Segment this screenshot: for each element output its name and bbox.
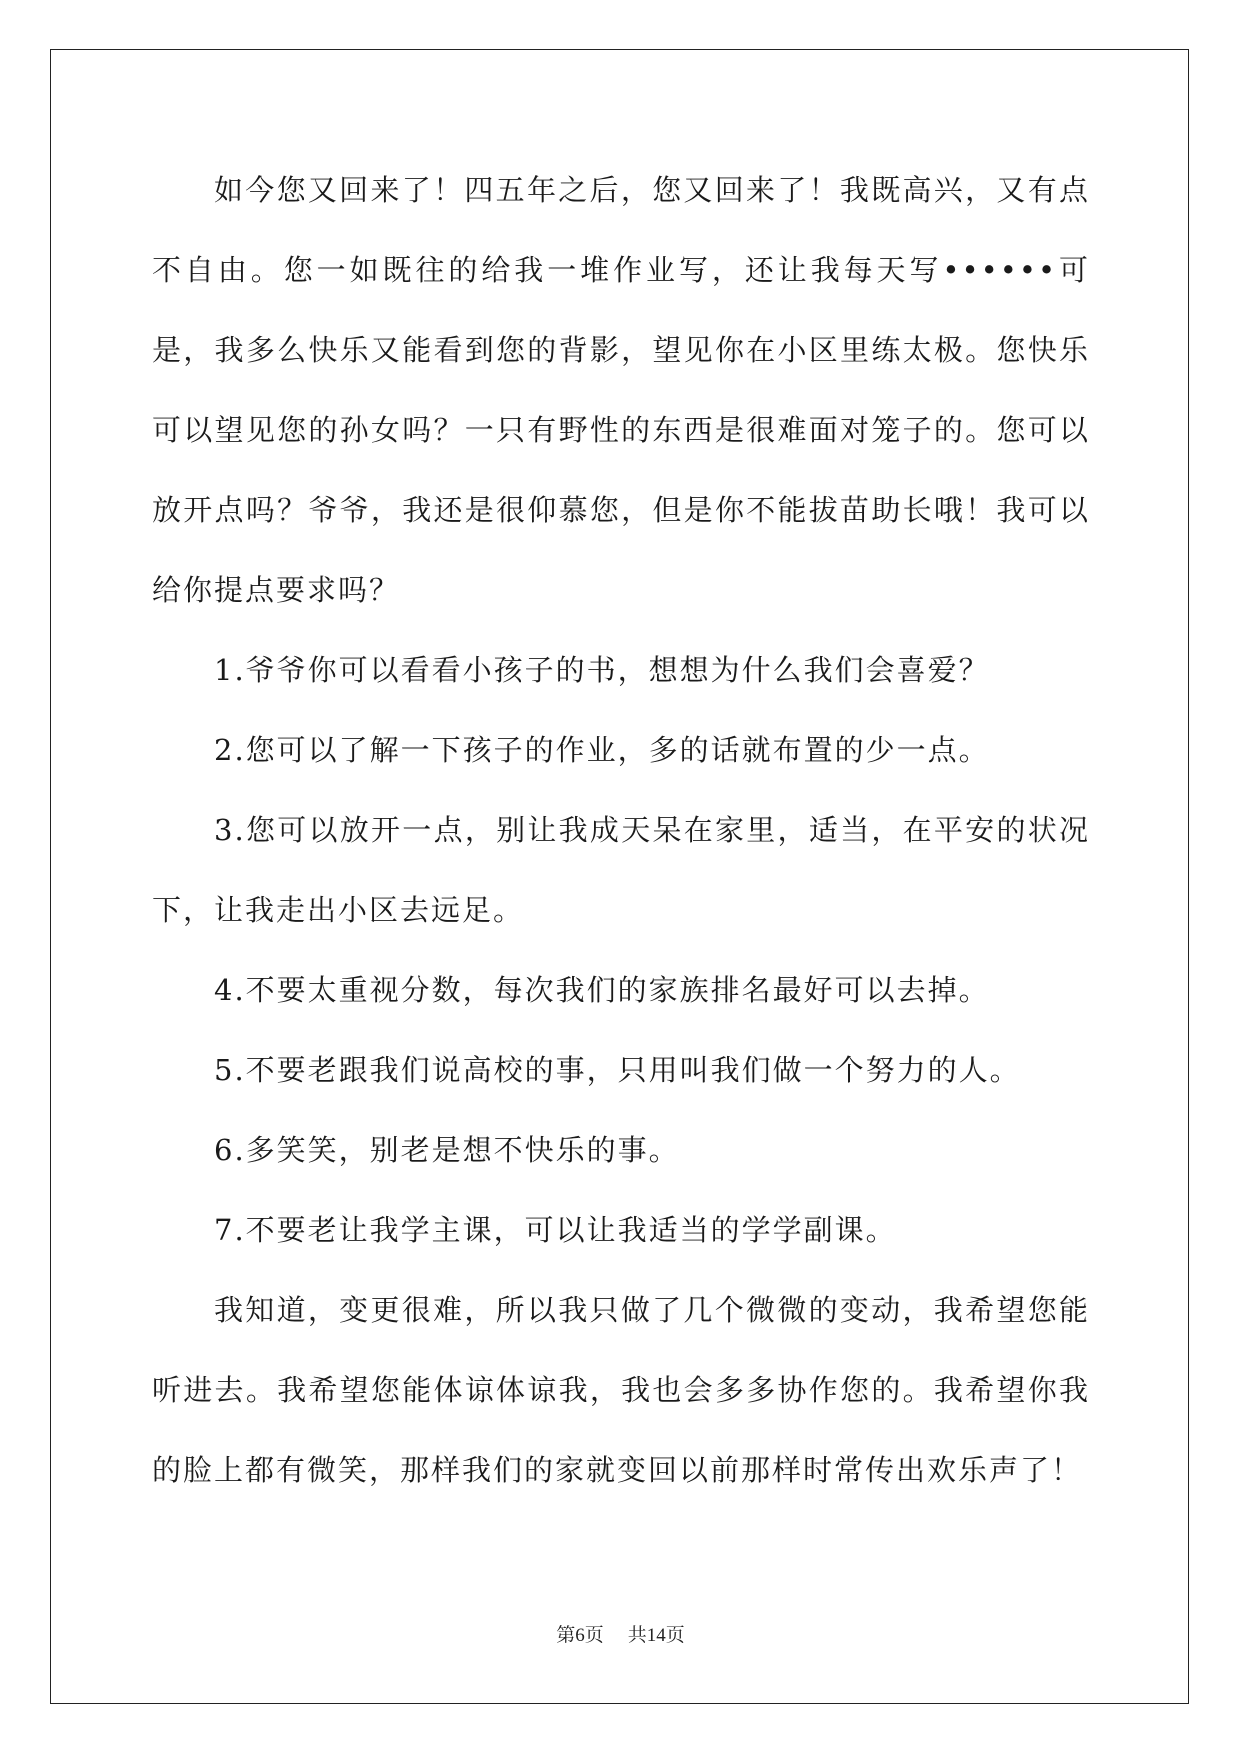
list-item-4: 4.不要太重视分数，每次我们的家族排名最好可以去掉。 [214,973,990,1007]
page-footer [0,1620,1241,1647]
document-body [152,150,1090,1510]
list-item-3: 3.您可以放开一点，别让我成天呆在家里，适当，在平安的状况下，让我走出小区去远足。 [152,813,1090,927]
list-item-7: 7.不要老让我学主课，可以让我适当的学学副课。 [214,1213,897,1247]
list-item-5: 5.不要老跟我们说高校的事，只用叫我们做一个努力的人。 [214,1053,1021,1087]
page-number: 第6页 [556,1625,604,1646]
list-item-1: 1.爷爷你可以看看小孩子的书，想想为什么我们会喜爱？ [214,653,990,687]
paragraph-intro: 如今您又回来了！四五年之后，您又回来了！我既高兴，又有点不自由。您一如既往的给我一堆作业写，还让我每天写••••••可是，我多么快乐又能看到您的背影，望见你在小区里练太极。您快乐可以望见您的孙女吗？一只有野性的东西是很难面对笼子的。您可以放开点吗？爷爷，我还是很仰慕您，但是你不能拔苗助长哦！我可以给你提点要求吗？ [152,173,1090,607]
paragraph-closing: 我知道，变更很难，所以我只做了几个微微的变动，我希望您能听进去。我希望您能体谅体谅我，我也会多多协作您的。我希望你我的脸上都有微笑，那样我们的家就变回以前那样时常传出欢乐声了！ [152,1293,1090,1487]
page-total: 共14页 [627,1625,685,1646]
list-item-6: 6.多笑笑，别老是想不快乐的事。 [214,1133,680,1167]
list-item-2: 2.您可以了解一下孩子的作业，多的话就布置的少一点。 [214,733,990,767]
